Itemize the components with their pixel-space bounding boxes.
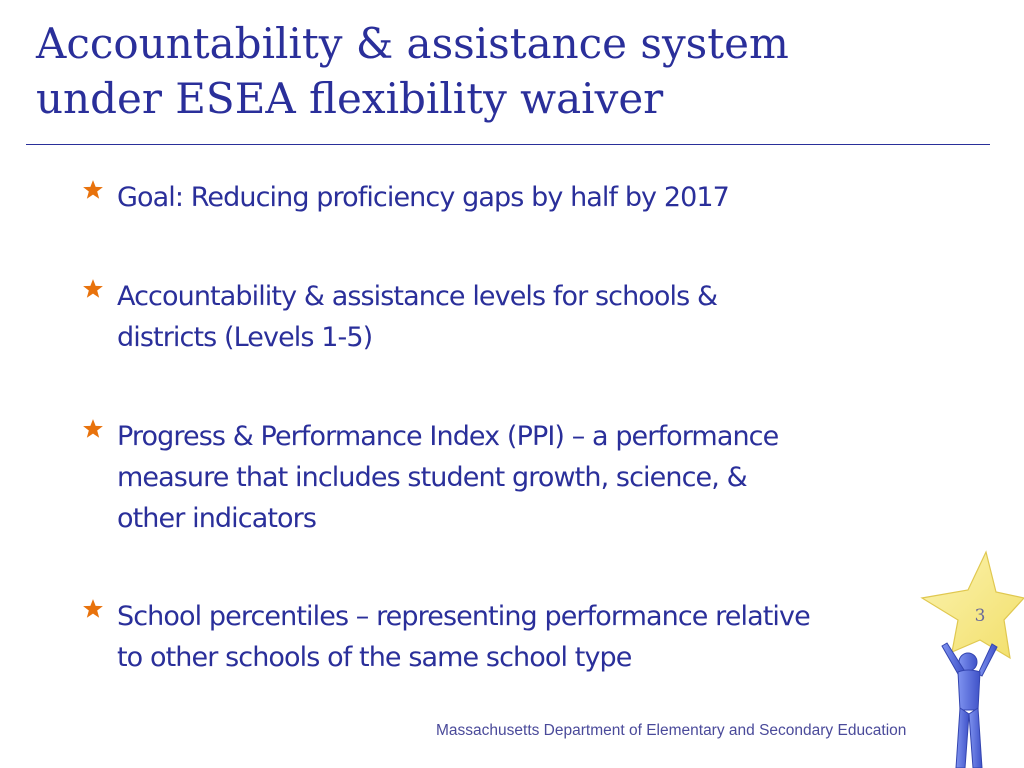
bullet-item-goal: [82, 177, 962, 218]
title-divider: [26, 144, 990, 145]
bullet-text-line: measure that includes student growth, science, &: [117, 462, 747, 493]
slide-title: [36, 16, 936, 126]
star-icon: [82, 598, 104, 620]
star-icon: [82, 179, 104, 201]
page-number: 3: [974, 606, 986, 626]
slide-title-line-2: under ESEA flexibility waiver: [36, 74, 664, 123]
slide-title-line-1: Accountability & assistance system: [36, 19, 789, 68]
star-icon: [82, 278, 104, 300]
bullet-text-line: Goal: Reducing proficiency gaps by half by 2017: [117, 182, 729, 213]
bullet-text-line: School percentiles – representing performance relative: [117, 601, 810, 632]
bullet-text-line: Accountability & assistance levels for schools &: [117, 281, 718, 312]
bullet-text-line: to other schools of the same school type: [117, 642, 632, 673]
bullet-text-line: districts (Levels 1-5): [117, 322, 373, 353]
bullet-item-ppi: [82, 416, 962, 539]
bullet-text-line: Progress & Performance Index (PPI) – a performance: [117, 421, 779, 452]
footer-organization: Massachusetts Department of Elementary and Secondary Education: [436, 722, 907, 739]
star-icon: [82, 418, 104, 440]
star-figure-logo: [918, 548, 1024, 768]
bullet-text-line: other indicators: [117, 503, 317, 534]
bullet-item-levels: [82, 276, 962, 358]
bullet-item-percentiles: [82, 596, 962, 678]
